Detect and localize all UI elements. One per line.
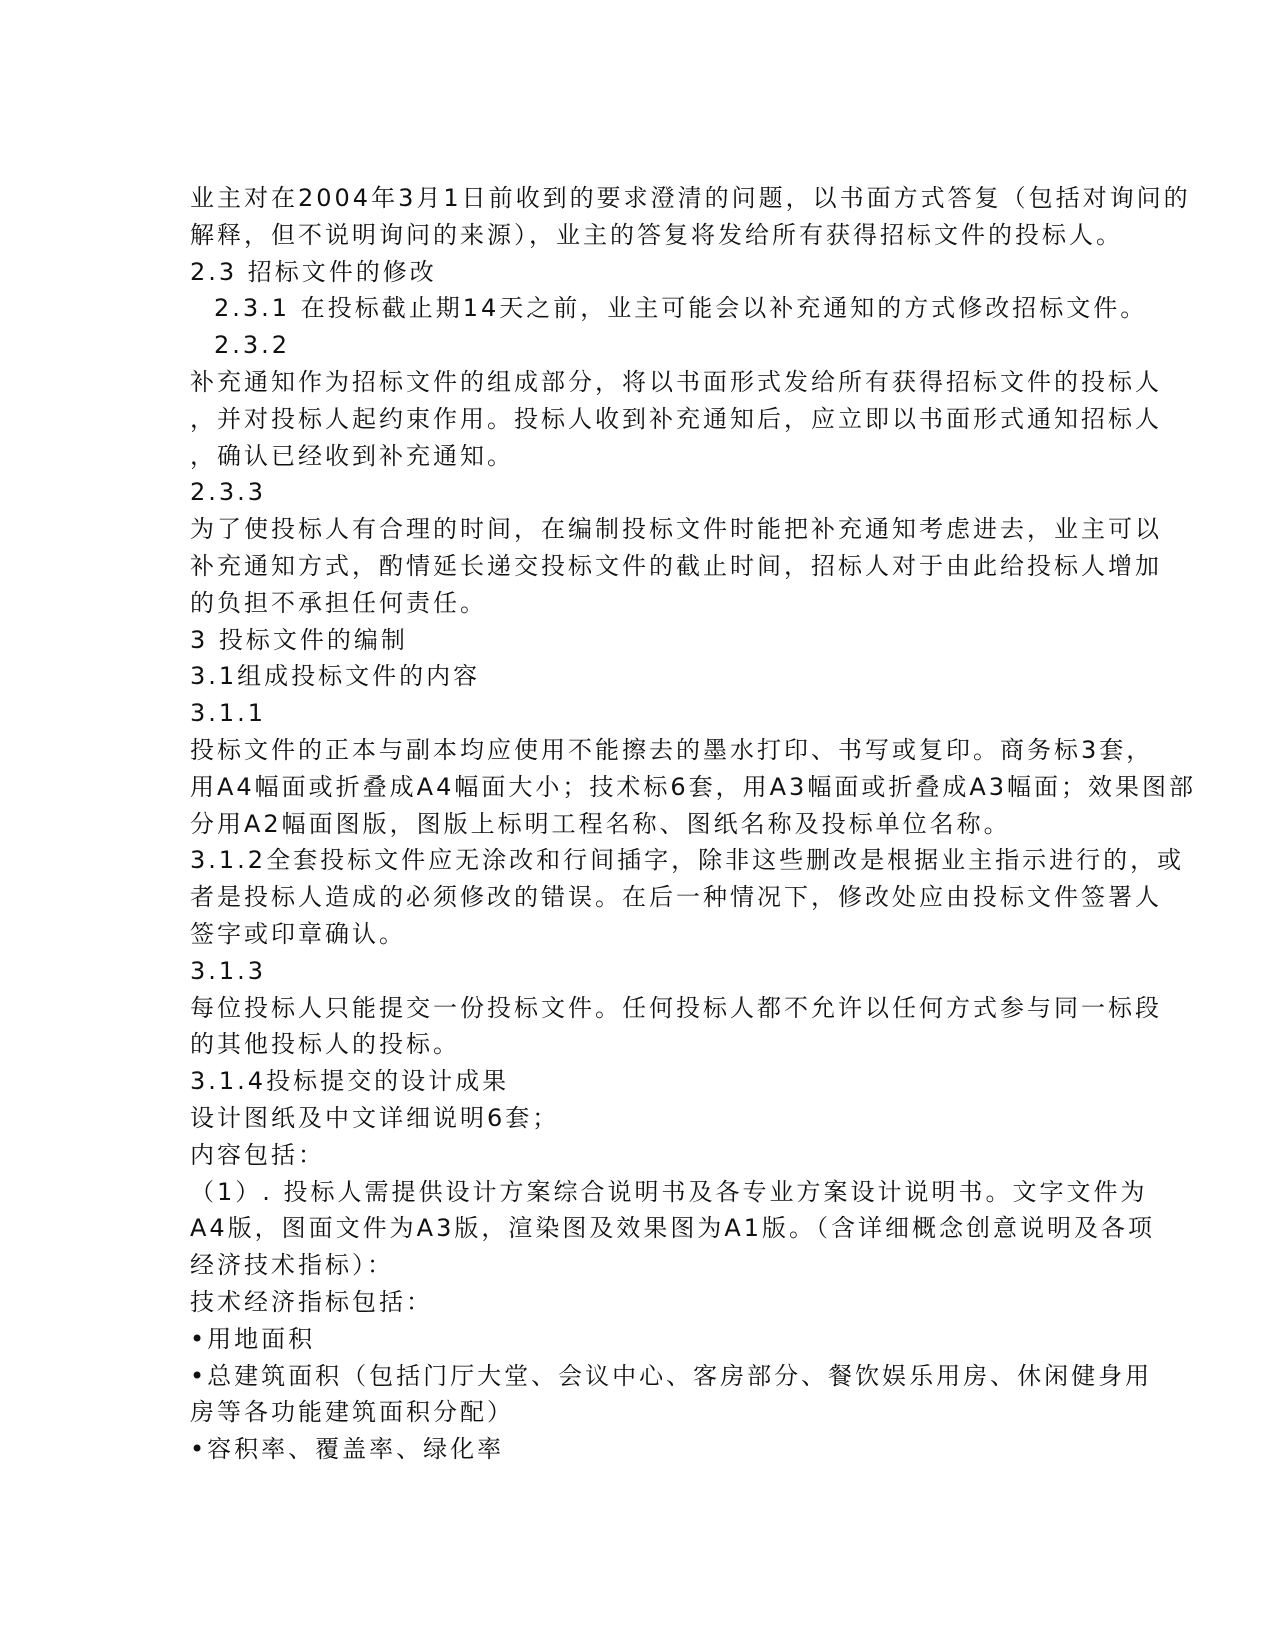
bullet-item: •用地面积 [190, 1324, 316, 1353]
subsection-number: 3.1.3 [190, 956, 267, 985]
subsection-number: 3.1.1 [190, 699, 267, 728]
paragraph-line: 补充通知方式，酌情延长递交投标文件的截止时间，招标人对于由此给投标人增加 [190, 551, 1162, 580]
paragraph-line: 为了使投标人有合理的时间，在编制投标文件时能把补充通知考虑进去，业主可以 [190, 515, 1162, 544]
subsection-number: 2.3.3 [190, 478, 267, 507]
section-heading: 2.3 招标文件的修改 [190, 257, 437, 286]
paragraph-line: 的负担不承担任何责任。 [190, 588, 487, 617]
paragraph-line: 每位投标人只能提交一份投标文件。任何投标人都不允许以任何方式参与同一标段 [190, 993, 1162, 1022]
subsection-heading: 3.1组成投标文件的内容 [190, 662, 481, 691]
subsection-heading: 3.1.4投标提交的设计成果 [190, 1067, 510, 1096]
paragraph-line: 用A4幅面或折叠成A4幅面大小；技术标6套，用A3幅面或折叠成A3幅面；效果图部 [190, 772, 1197, 801]
paragraph-line: 签字或印章确认。 [190, 919, 406, 948]
paragraph-line: 内容包括： [190, 1140, 325, 1169]
paragraph-line: （1）. 投标人需提供设计方案综合说明书及各专业方案设计说明书。文字文件为 [190, 1177, 1148, 1206]
paragraph-line: ，并对投标人起约束作用。投标人收到补充通知后，应立即以书面形式通知招标人 [190, 404, 1162, 433]
paragraph-line: ，确认已经收到补充通知。 [190, 441, 514, 470]
bullet-item: •总建筑面积（包括门厅大堂、会议中心、客房部分、餐饮娱乐用房、休闲健身用 [190, 1361, 1153, 1390]
paragraph-line: A4版，图面文件为A3版，渲染图及效果图为A1版。（含详细概念创意说明及各项 [190, 1214, 1156, 1243]
paragraph-line: 者是投标人造成的必须修改的错误。在后一种情况下，修改处应由投标文件签署人 [190, 883, 1162, 912]
paragraph-line: 解释，但不说明询问的来源），业主的答复将发给所有获得招标文件的投标人。 [190, 220, 1123, 249]
paragraph-line: 业主对在2004年3月1日前收到的要求澄清的问题，以书面方式答复（包括对询问的 [190, 184, 1191, 212]
subsection-line: 2.3.1 在投标截止期14天之前，业主可能会以补充通知的方式修改招标文件。 [214, 294, 1148, 323]
paragraph-line: 投标文件的正本与副本均应使用不能擦去的墨水打印、书写或复印。商务标3套， [190, 735, 1154, 764]
paragraph-line: 技术经济指标包括： [190, 1287, 433, 1316]
paragraph-line: 分用A2幅面图版，图版上标明工程名称、图纸名称及投标单位名称。 [190, 809, 1011, 838]
paragraph-line: 经济技术指标）： [190, 1251, 394, 1280]
bullet-item-continuation: 房等各功能建筑面积分配） [190, 1398, 514, 1427]
paragraph-line: 的其他投标人的投标。 [190, 1030, 460, 1059]
bullet-item: •容积率、覆盖率、绿化率 [190, 1435, 505, 1464]
section-heading: 3 投标文件的编制 [190, 625, 408, 654]
paragraph-line: 设计图纸及中文详细说明6套； [190, 1103, 560, 1132]
paragraph-line: 3.1.2全套投标文件应无涂改和行间插字，除非这些删改是根据业主指示进行的，或 [190, 846, 1185, 875]
subsection-number: 2.3.2 [214, 331, 291, 360]
document-body [190, 180, 1197, 1468]
paragraph-line: 补充通知作为招标文件的组成部分，将以书面形式发给所有获得招标文件的投标人 [190, 367, 1162, 396]
